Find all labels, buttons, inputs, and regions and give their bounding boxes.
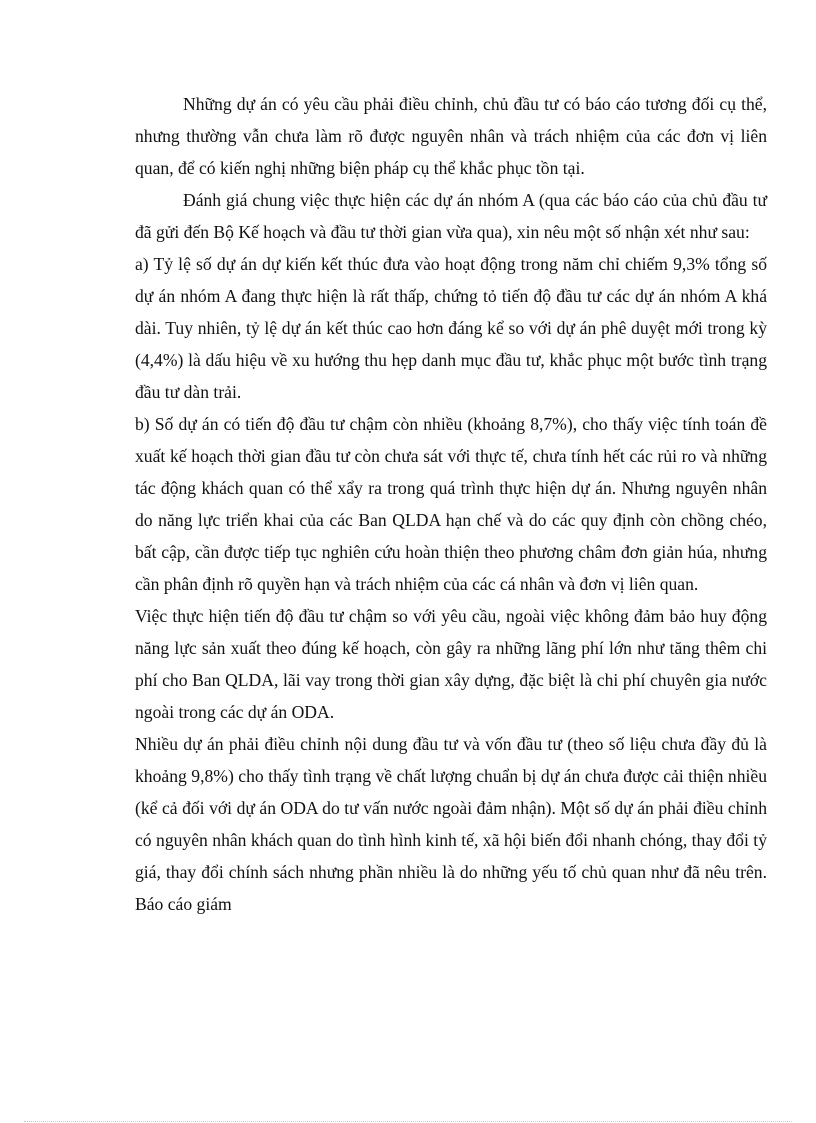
paragraph-point-a: a) Tỷ lệ số dự án dự kiến kết thúc đưa vào hoạt động trong năm chỉ chiếm 9,3% tổng số dự án nhóm A đang thực hiện là rất thấp, chứng tỏ tiến độ đầu tư các dự án nhóm A khá dài. Tuy nhiên, tỷ lệ dự án kết thúc cao hơn đáng kể so với dự án phê duyệt mới trong kỳ (4,4%) là dấu hiệu về xu hướng thu hẹp danh mục đầu tư, khắc phục một bước tình trạng đầu tư dàn trải. — [135, 254, 767, 402]
paragraph-slow-progress: Việc thực hiện tiến độ đầu tư chậm so với yêu cầu, ngoài việc không đảm bảo huy động năng lực sản xuất theo đúng kế hoạch, còn gây ra những lãng phí lớn như tăng thêm chi phí cho Ban QLDA, lãi vay trong thời gian xây dựng, đặc biệt là chi phí chuyên gia nước ngoài trong các dự án ODA. — [135, 606, 767, 722]
paragraph-adjustment-projects: Những dự án có yêu cầu phải điều chỉnh, chủ đầu tư có báo cáo tương đối cụ thể, nhưng thường vẫn chưa làm rõ được nguyên nhân và trách nhiệm của các đơn vị liên quan, để có kiến nghị những biện pháp cụ thể khắc phục tồn tại. — [135, 94, 767, 178]
paragraph-point-b: b) Số dự án có tiến độ đầu tư chậm còn nhiều (khoảng 8,7%), cho thấy việc tính toán đề xuất kế hoạch thời gian đầu tư còn chưa sát với thực tế, chưa tính hết các rủi ro và những tác động khách quan có thể xẩy ra trong quá trình thực hiện dự án. Nhưng nguyên nhân do năng lực triển khai của các Ban QLDA hạn chế và do các quy định còn chồng chéo, bất cập, cần được tiếp tục nghiên cứu hoàn thiện theo phương châm đơn giản húa, nhưng cần phân định rõ quyền hạn và trách nhiệm của các cá nhân và đơn vị liên quan. — [135, 414, 767, 594]
page-bottom-divider — [24, 1121, 792, 1122]
paragraph-adjusted-projects: Nhiều dự án phải điều chỉnh nội dung đầu tư và vốn đầu tư (theo số liệu chưa đầy đủ là khoảng 9,8%) cho thấy tình trạng về chất lượng chuẩn bị dự án chưa được cải thiện nhiều (kể cả đối với dự án ODA do tư vấn nước ngoài đảm nhận). Một số dự án phải điều chỉnh có nguyên nhân khách quan do tình hình kinh tế, xã hội biến đổi nhanh chóng, thay đổi tỷ giá, thay đổi chính sách nhưng phần nhiều là do những yếu tố chủ quan như đã nêu trên. Báo cáo giám — [135, 734, 767, 914]
paragraph-general-assessment: Đánh giá chung việc thực hiện các dự án nhóm A (qua các báo cáo của chủ đầu tư đã gửi đến Bộ Kế hoạch và đầu tư thời gian vừa qua), xin nêu một số nhận xét như sau: — [135, 190, 767, 242]
document-body — [135, 88, 767, 920]
